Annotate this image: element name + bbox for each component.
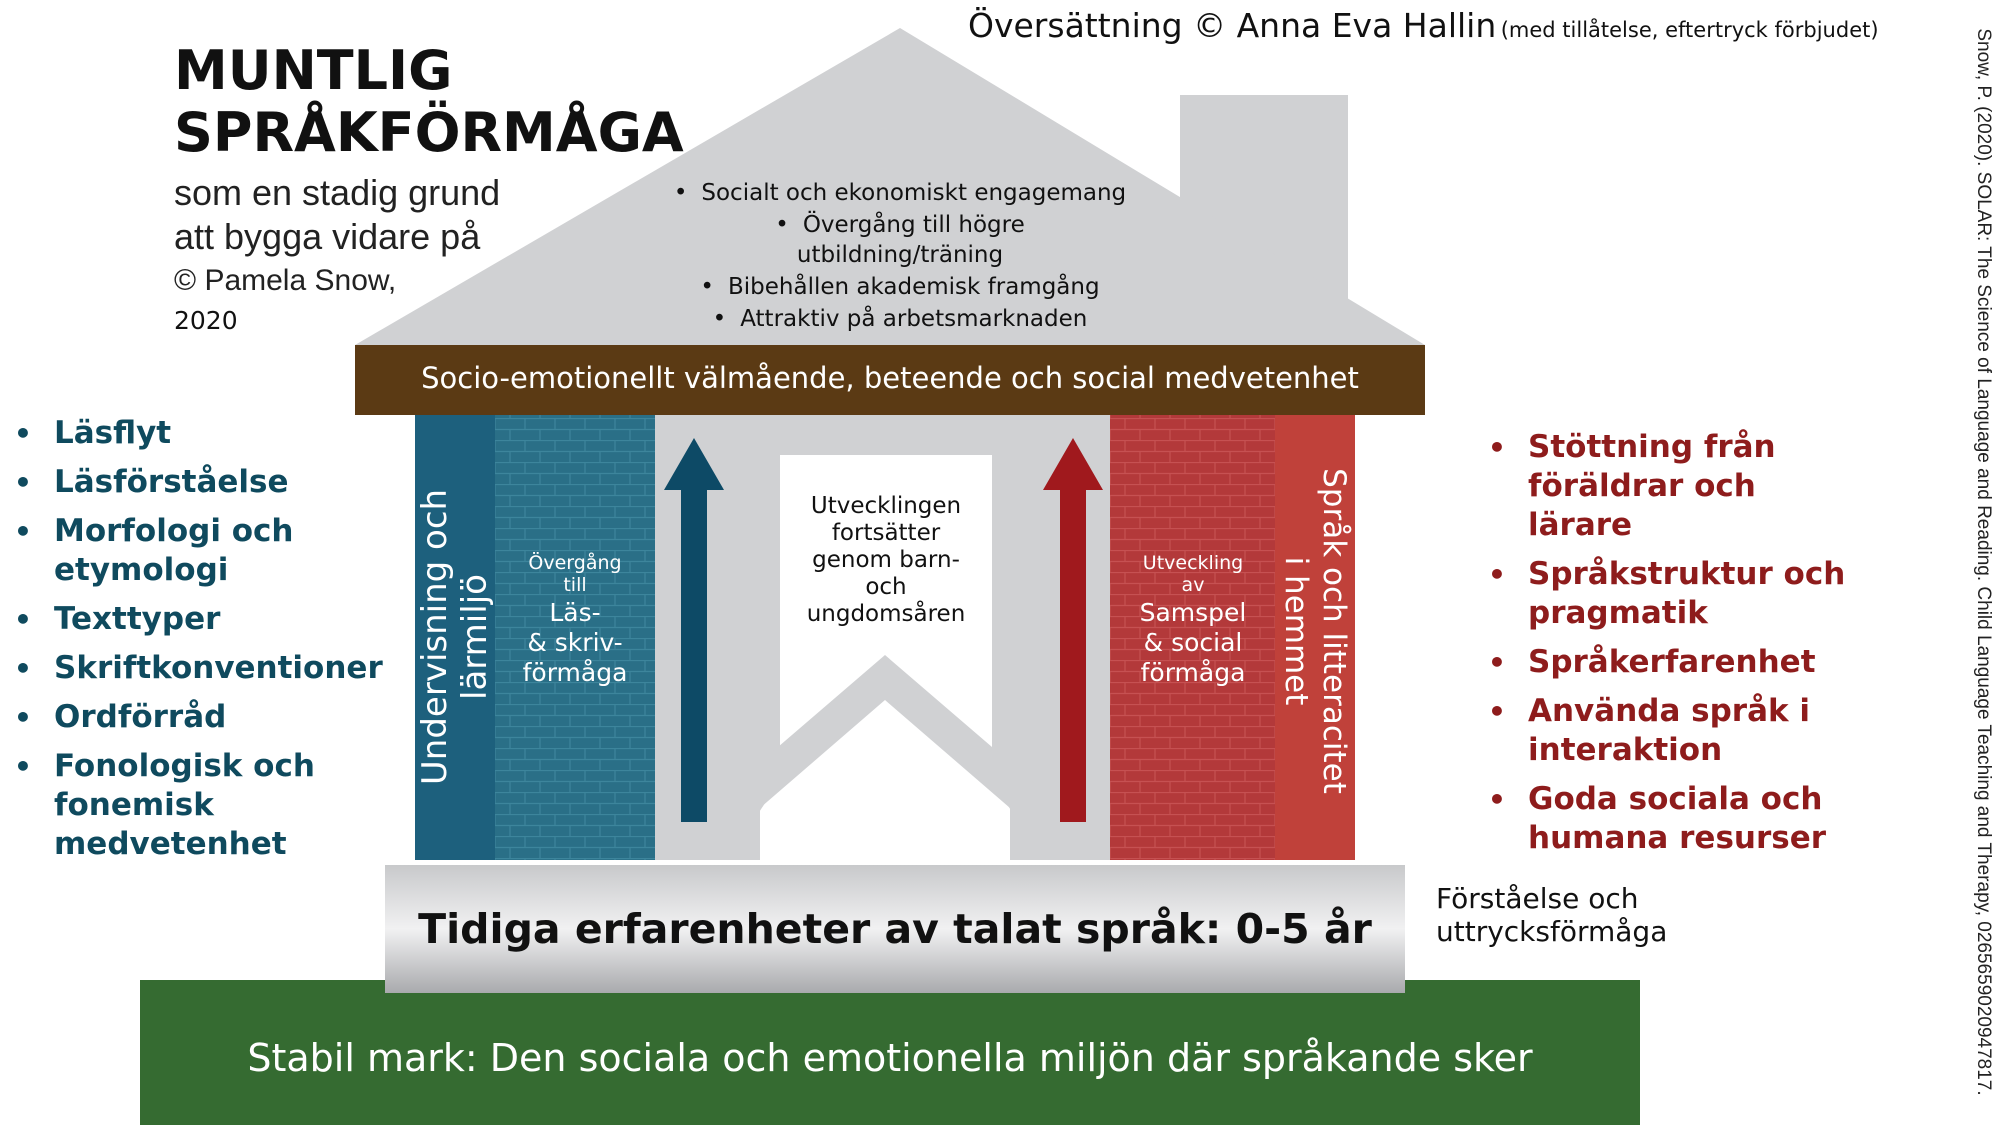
list-item: • Språkstruktur och pragmatik bbox=[1488, 555, 1845, 633]
list-item: • Morfologi och etymologi bbox=[14, 512, 383, 590]
list-item: • Fonologisk och fonemisk medvetenhet bbox=[14, 747, 383, 864]
title-line-2: SPRÅKFÖRMÅGA bbox=[174, 101, 684, 164]
year: 2020 bbox=[174, 306, 238, 335]
list-item: • Använda språk i interaktion bbox=[1488, 692, 1845, 770]
left-pillar-outer-label: Undervisning och lärmiljö bbox=[415, 488, 495, 786]
subtitle-line-1: som en stadig grund bbox=[174, 172, 501, 213]
center-text: Utvecklingen fortsätter genom barn- och ungdomsåren bbox=[806, 493, 966, 627]
roof-item: • Socialt och ekonomiskt engagemang bbox=[673, 180, 1127, 206]
citation: Snow, P. (2020). SOLAR: The Science of Language and Reading. Child Language Teaching and Therapy, 0265659020947817. bbox=[1973, 28, 1994, 1096]
right-list bbox=[1488, 428, 1845, 868]
right-pillar-outer-label: Språk och litteracitet i hemmet bbox=[1278, 468, 1352, 794]
title-line-1: MUNTLIG bbox=[174, 39, 453, 102]
left-list bbox=[14, 414, 383, 874]
roof-item: • Övergång till högre utbildning/träning bbox=[775, 212, 1025, 268]
list-item: • Goda sociala och humana resurser bbox=[1488, 780, 1845, 858]
list-item: • Texttyper bbox=[14, 600, 383, 639]
list-item: • Stöttning från föräldrar och lärare bbox=[1488, 428, 1845, 545]
list-item: • Läsflyt bbox=[14, 414, 383, 453]
translation-credit-note: (med tillåtelse, eftertryck förbjudet) bbox=[1500, 18, 1879, 42]
foundation-note: Förståelse och uttrycksförmåga bbox=[1436, 882, 1668, 948]
roof-list bbox=[640, 178, 1160, 334]
foundation-label: Tidiga erfarenheter av talat språk: 0-5 år bbox=[418, 905, 1372, 953]
subtitle-line-2: att bygga vidare på bbox=[174, 216, 481, 257]
list-item: • Språkerfarenhet bbox=[1488, 643, 1845, 682]
beam-label: Socio-emotionellt välmående, beteende och social medvetenhet bbox=[421, 361, 1359, 395]
roof-item: • Attraktiv på arbetsmarknaden bbox=[712, 306, 1088, 332]
translation-credit bbox=[968, 6, 1879, 45]
right-pillar-inner-label: Utveckling av Samspel & social förmåga bbox=[1139, 552, 1247, 687]
left-pillar-inner-label: Övergång till Läs- & skriv- förmåga bbox=[522, 552, 628, 687]
list-item: • Ordförråd bbox=[14, 698, 383, 737]
ground-label: Stabil mark: Den sociala och emotionella miljön där språkande sker bbox=[247, 1036, 1533, 1080]
list-item: • Skriftkonventioner bbox=[14, 649, 383, 688]
translation-credit-main: Översättning © Anna Eva Hallin bbox=[968, 6, 1497, 45]
roof-item: • Bibehållen akademisk framgång bbox=[700, 274, 1100, 300]
list-item: • Läsförståelse bbox=[14, 463, 383, 502]
author: © Pamela Snow, bbox=[174, 264, 397, 297]
title-block bbox=[174, 40, 684, 164]
